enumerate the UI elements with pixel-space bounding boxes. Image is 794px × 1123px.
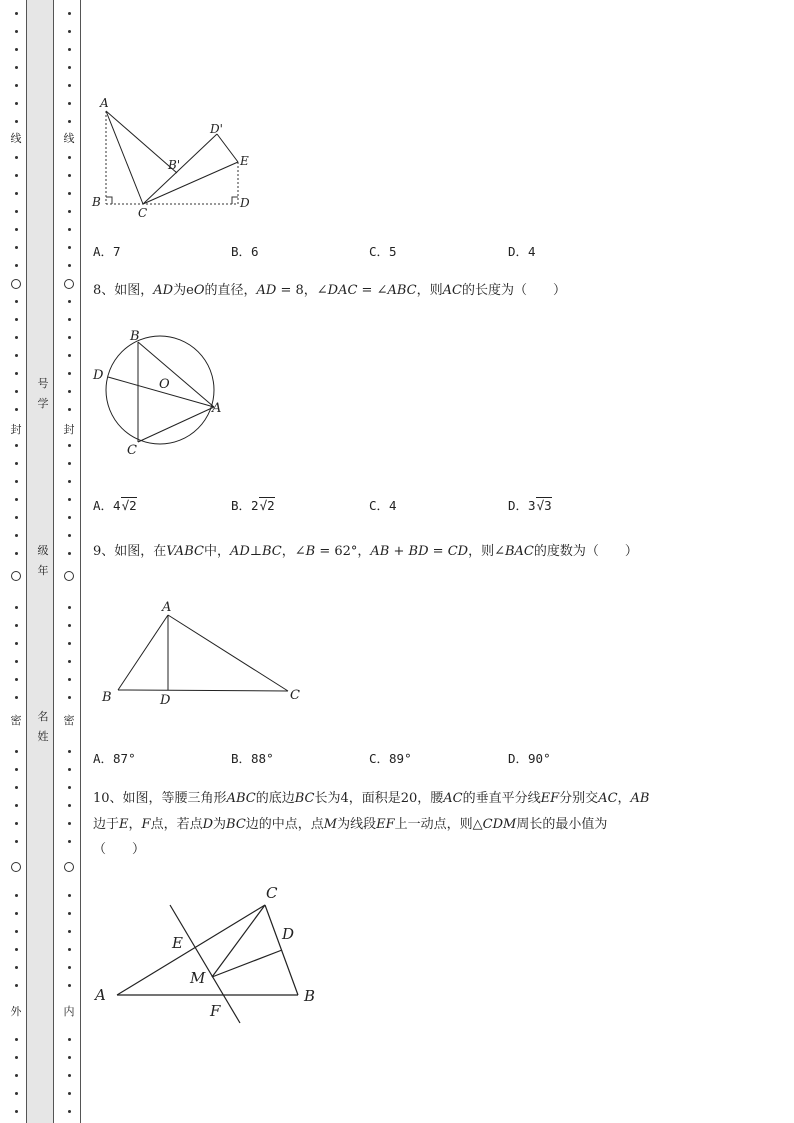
- q10-stem-line-3: （ ）: [93, 842, 146, 857]
- binding-dot: [68, 696, 71, 699]
- q8-segment-ca: [138, 407, 214, 442]
- binding-dot: [68, 156, 71, 159]
- binding-dot: [68, 174, 71, 177]
- binding-dot: [15, 804, 18, 807]
- binding-dot: [68, 966, 71, 969]
- binding-dot: [15, 1074, 18, 1077]
- margin-field-id-char: 学: [37, 397, 49, 410]
- binding-dot: [15, 678, 18, 681]
- q10-label-a: A: [95, 986, 106, 1004]
- q7-segment-ac: [106, 111, 143, 204]
- binding-dot: [68, 102, 71, 105]
- binding-line-2: [53, 0, 54, 1123]
- sqrt-sign: √3: [536, 498, 552, 513]
- binding-dot: [68, 516, 71, 519]
- binding-dot: [68, 642, 71, 645]
- q10-label-d: D: [282, 925, 295, 943]
- q9-label-d: D: [160, 693, 171, 708]
- binding-dot: [15, 120, 18, 123]
- binding-dot: [68, 264, 71, 267]
- binding-dot: [15, 894, 18, 897]
- binding-dot: [68, 1074, 71, 1077]
- q8-stem: 8、如图，AD为eO的直径，AD = 8，∠DAC = ∠ABC，则AC的长度为（ ）: [93, 283, 566, 298]
- binding-dot: [15, 1110, 18, 1113]
- binding-dot: [15, 66, 18, 69]
- binding-dot: [15, 498, 18, 501]
- q7-label-b: B: [92, 195, 101, 209]
- q10-figure: [88, 878, 328, 1028]
- binding-dot: [68, 318, 71, 321]
- binding-dot: [15, 48, 18, 51]
- binding-dot: [15, 210, 18, 213]
- binding-dot: [68, 660, 71, 663]
- binding-dot: [68, 786, 71, 789]
- binding-dot: [68, 768, 71, 771]
- q7-figure: [85, 90, 265, 220]
- binding-strip: [26, 0, 53, 1123]
- binding-circle: [11, 571, 21, 581]
- binding-dot: [68, 822, 71, 825]
- margin-field-grade-char: 年: [37, 564, 49, 577]
- binding-dot: [15, 1038, 18, 1041]
- binding-dot: [68, 912, 71, 915]
- binding-dot: [68, 1038, 71, 1041]
- binding-circle: [11, 862, 21, 872]
- q8-segment-ba: [138, 342, 214, 407]
- binding-dot: [68, 84, 71, 87]
- binding-dot: [68, 444, 71, 447]
- q9-option-b[interactable]: B．88°: [231, 751, 274, 766]
- binding-line-1: [26, 0, 27, 1123]
- binding-dot: [68, 894, 71, 897]
- binding-dot: [15, 930, 18, 933]
- binding-dot: [68, 1092, 71, 1095]
- q7-option-a[interactable]: A．7: [93, 244, 121, 259]
- binding-dot: [15, 606, 18, 609]
- q8-label-o: O: [159, 377, 170, 392]
- margin-inner-word: 内: [63, 1005, 75, 1018]
- binding-dot: [15, 480, 18, 483]
- margin-field-id-char: 号: [37, 377, 49, 390]
- q7-label-d-prime: D': [210, 122, 223, 136]
- binding-dot: [68, 534, 71, 537]
- q9-segment-bc: [118, 690, 288, 691]
- q10-label-m: M: [190, 969, 206, 987]
- q10-label-e: E: [172, 934, 183, 952]
- margin-outer-word: 外: [10, 1005, 22, 1018]
- q8-figure: [88, 325, 238, 460]
- binding-dot: [68, 750, 71, 753]
- binding-dot: [68, 210, 71, 213]
- margin-secret-word: 密: [63, 714, 75, 727]
- binding-dot: [15, 822, 18, 825]
- binding-dot: [15, 156, 18, 159]
- q9-label-a: A: [162, 600, 172, 615]
- binding-dot: [68, 1110, 71, 1113]
- q7-right-angle-d: [232, 197, 238, 204]
- binding-dot: [15, 912, 18, 915]
- binding-dot: [15, 462, 18, 465]
- q10-label-f: F: [210, 1002, 221, 1020]
- binding-dot: [68, 606, 71, 609]
- q9-figure: [95, 595, 315, 710]
- binding-dot: [15, 534, 18, 537]
- binding-dot: [68, 372, 71, 375]
- binding-dot: [15, 516, 18, 519]
- binding-dot: [15, 300, 18, 303]
- binding-dot: [68, 408, 71, 411]
- binding-dot: [68, 462, 71, 465]
- binding-dot: [68, 246, 71, 249]
- binding-dot: [15, 642, 18, 645]
- binding-dot: [68, 66, 71, 69]
- q9-segment-ac: [168, 615, 288, 691]
- q8-option-c[interactable]: C．4: [369, 498, 397, 513]
- q10-line-ef: [170, 905, 240, 1023]
- binding-dot: [68, 552, 71, 555]
- q8-label-c: C: [127, 443, 137, 458]
- binding-dot: [68, 12, 71, 15]
- q7-label-c: C: [138, 206, 148, 220]
- binding-circle: [64, 279, 74, 289]
- q8-option-d[interactable]: D．3√3: [508, 498, 552, 513]
- binding-dot: [68, 192, 71, 195]
- binding-dot: [68, 336, 71, 339]
- binding-dot: [15, 264, 18, 267]
- q7-label-a: A: [100, 96, 109, 110]
- margin-seal-word: 封: [63, 423, 75, 436]
- binding-dot: [15, 948, 18, 951]
- binding-circle: [11, 279, 21, 289]
- margin-line-word: 线: [63, 132, 75, 145]
- q8-label-d: D: [93, 368, 104, 383]
- q9-segment-ab: [118, 615, 168, 690]
- binding-dot: [15, 696, 18, 699]
- q9-option-c[interactable]: C．89°: [369, 751, 412, 766]
- q9-option-a[interactable]: A．87°: [93, 751, 136, 766]
- q9-stem: 9、如图，在VABC中，AD⊥BC，∠B = 62°，AB + BD = CD，则∠BAC的度数为（ ）: [93, 544, 638, 559]
- q10-label-c: C: [266, 884, 278, 902]
- binding-dot: [68, 120, 71, 123]
- binding-dot: [68, 948, 71, 951]
- binding-dot: [15, 336, 18, 339]
- q7-right-angle-b: [106, 197, 112, 204]
- q9-label-c: C: [290, 688, 300, 703]
- q7-label-b-prime: B': [168, 158, 181, 172]
- binding-dot: [15, 1092, 18, 1095]
- q7-segment-ab-prime: [106, 111, 177, 173]
- binding-dot: [15, 102, 18, 105]
- binding-dot: [15, 1056, 18, 1059]
- binding-dot: [68, 480, 71, 483]
- binding-dot: [15, 84, 18, 87]
- q7-segment-d-prime-e: [217, 134, 238, 162]
- binding-dot: [68, 498, 71, 501]
- binding-dot: [15, 408, 18, 411]
- binding-dot: [15, 552, 18, 555]
- binding-dot: [15, 786, 18, 789]
- binding-dot: [68, 300, 71, 303]
- q8-label-b: B: [130, 329, 140, 344]
- binding-circle: [64, 862, 74, 872]
- binding-line-3: [80, 0, 81, 1123]
- binding-dot: [68, 354, 71, 357]
- sqrt-sign: √2: [259, 498, 275, 513]
- binding-dot: [68, 390, 71, 393]
- binding-circle: [64, 571, 74, 581]
- q8-option-a[interactable]: A．4√2: [93, 498, 137, 513]
- binding-dot: [15, 372, 18, 375]
- binding-dot: [68, 678, 71, 681]
- binding-dot: [15, 174, 18, 177]
- q9-label-b: B: [102, 690, 112, 705]
- binding-dot: [68, 804, 71, 807]
- q10-stem-line-1: 10、如图，等腰三角形ABC的底边BC长为4，面积是20，腰AC的垂直平分线EF分别交AC，AB: [93, 791, 650, 806]
- binding-dot: [68, 30, 71, 33]
- binding-dot: [15, 984, 18, 987]
- q7-option-c[interactable]: C．5: [369, 244, 397, 259]
- margin-field-name-char: 名: [37, 710, 49, 723]
- binding-dot: [68, 624, 71, 627]
- binding-dot: [15, 390, 18, 393]
- binding-dot: [68, 48, 71, 51]
- margin-line-word: 线: [10, 132, 22, 145]
- binding-dot: [68, 984, 71, 987]
- q10-label-b: B: [304, 987, 316, 1005]
- binding-dot: [68, 1056, 71, 1059]
- binding-dot: [15, 30, 18, 33]
- binding-dot: [68, 840, 71, 843]
- q7-segment-ce: [143, 162, 238, 204]
- q7-label-d: D: [240, 196, 250, 210]
- q8-label-a: A: [212, 401, 222, 416]
- margin-seal-word: 封: [10, 423, 22, 436]
- q7-option-d[interactable]: D．4: [508, 244, 536, 259]
- binding-dot: [68, 228, 71, 231]
- binding-dot: [15, 444, 18, 447]
- binding-dot: [15, 192, 18, 195]
- binding-dot: [68, 930, 71, 933]
- binding-dot: [15, 354, 18, 357]
- sqrt-sign: √2: [121, 498, 137, 513]
- binding-dot: [15, 750, 18, 753]
- margin-field-name-char: 姓: [37, 730, 49, 743]
- binding-dot: [15, 228, 18, 231]
- binding-dot: [15, 768, 18, 771]
- q7-label-e: E: [240, 154, 249, 168]
- binding-dot: [15, 840, 18, 843]
- margin-field-grade-char: 级: [37, 544, 49, 557]
- q9-option-d[interactable]: D．90°: [508, 751, 551, 766]
- binding-dot: [15, 12, 18, 15]
- q10-stem-line-2: 边于E，F点，若点D为BC边的中点，点M为线段EF上一动点，则△CDM周长的最小值为: [93, 817, 608, 832]
- q7-option-b[interactable]: B．6: [231, 244, 259, 259]
- margin-secret-word: 密: [10, 714, 22, 727]
- binding-dot: [15, 624, 18, 627]
- binding-dot: [15, 318, 18, 321]
- binding-dot: [15, 966, 18, 969]
- q8-option-b[interactable]: B．2√2: [231, 498, 275, 513]
- binding-dot: [15, 660, 18, 663]
- binding-dot: [15, 246, 18, 249]
